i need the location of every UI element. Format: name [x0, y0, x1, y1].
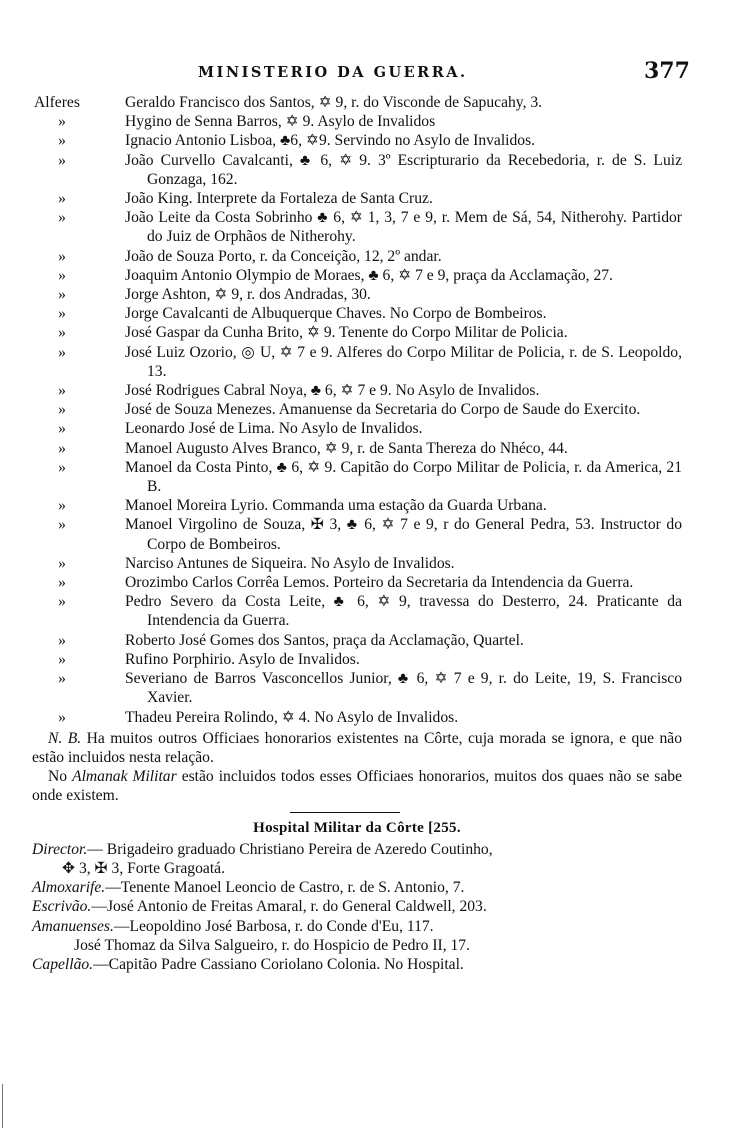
- officer-entry: [32, 151, 682, 189]
- notes: [32, 729, 682, 806]
- officer-text: Roberto José Gomes dos Santos, praça da Acclamação, Quartel.: [125, 631, 524, 649]
- officer-text: José Luiz Ozorio, ◎ U, ✡ 7 e 9. Alferes do Corpo Militar de Policia, r. de S. Leopoldo, 13.: [125, 343, 682, 380]
- officer-text: Jorge Cavalcanti de Albuquerque Chaves. No Corpo de Bombeiros.: [125, 305, 547, 323]
- amanuense-second: José Thomaz da Silva Salgueiro, r. do Hospicio de Pedro II, 17.: [74, 936, 470, 954]
- officer-entry: [32, 189, 682, 208]
- officer-entry: [32, 439, 682, 458]
- officer-text: Joaquim Antonio Olympio de Moraes, ♣ 6, ✡ 7 e 9, praça da Acclamação, 27.: [125, 266, 613, 284]
- officer-entry: [32, 515, 682, 553]
- almoxarife-line: [32, 878, 682, 897]
- almoxarife-text: —Tenente Manoel Leoncio de Castro, r. de S. Antonio, 7.: [105, 879, 465, 897]
- officer-list: [32, 93, 682, 727]
- almoxarife-label: Almoxarife.: [32, 879, 106, 897]
- almanak-pre: No: [48, 768, 68, 786]
- rank-label: »: [58, 132, 66, 150]
- officer-entry: [32, 669, 682, 707]
- officer-text: Leonardo José de Lima. No Asylo de Invalidos.: [125, 420, 423, 438]
- director-line: [32, 840, 682, 859]
- rank-label: »: [58, 247, 66, 265]
- rank-label: »: [58, 458, 66, 476]
- rank-label: »: [58, 670, 66, 688]
- officer-entry: [32, 247, 682, 266]
- officer-text: Manoel da Costa Pinto, ♣ 6, ✡ 9. Capitão do Corpo Militar de Policia, r. da America, 21 B.: [125, 458, 682, 496]
- page-body: [32, 93, 682, 974]
- rank-label: »: [58, 554, 66, 572]
- officer-text: José Gaspar da Cunha Brito, ✡ 9. Tenente do Corpo Militar de Policia.: [125, 324, 568, 342]
- officer-text: Severiano de Barros Vasconcellos Junior, ♣ 6, ✡ 7 e 9, r. do Leite, 19, S. Francisco Xavier.: [125, 670, 682, 707]
- escrivao-text: —José Antonio de Freitas Amaral, r. do General Caldwell, 203.: [91, 898, 487, 916]
- officer-entry: [32, 400, 682, 419]
- rank-label: »: [58, 708, 66, 726]
- officer-entry: [32, 112, 682, 131]
- officer-text: Pedro Severo da Costa Leite, ♣ 6, ✡ 9, travessa do Desterro, 24. Praticante da Intendencia da Guerra.: [125, 593, 682, 630]
- rank-label: »: [58, 324, 66, 342]
- almanak-paragraph: [32, 767, 682, 805]
- officer-text: João de Souza Porto, r. da Conceição, 12, 2º andar.: [125, 247, 442, 265]
- officer-text: José Rodrigues Cabral Noya, ♣ 6, ✡ 7 e 9. No Asylo de Invalidos.: [125, 382, 540, 400]
- officer-text: Ignacio Antonio Lisboa, ♣6, ✡9. Servindo no Asylo de Invalidos.: [125, 132, 536, 150]
- officer-entry: [32, 323, 682, 342]
- officer-text: Rufino Porphirio. Asylo de Invalidos.: [125, 650, 360, 668]
- officer-entry: [32, 496, 682, 515]
- rank-label: »: [58, 190, 66, 208]
- officer-text: Manoel Virgolino de Souza, ✠ 3, ♣ 6, ✡ 7 e 9, r do General Pedra, 53. Instructor do Corpo de Bombeiros.: [125, 516, 682, 553]
- rank-label: »: [58, 113, 66, 131]
- officer-text: José de Souza Menezes. Amanuense da Secretaria do Corpo de Saude do Exercito.: [125, 401, 641, 419]
- rank-label: »: [58, 593, 66, 611]
- officer-text: João Curvello Cavalcanti, ♣ 6, ✡ 9. 3º Escripturario da Recebedoria, r. de S. Luiz Gonzaga, 162.: [125, 151, 682, 188]
- page-header: [0, 58, 747, 88]
- rank-label: »: [58, 266, 66, 284]
- scan-edge-mark: [2, 1084, 3, 1128]
- officer-text: Manoel Augusto Alves Branco, ✡ 9, r. de Santa Thereza do Nhéco, 44.: [125, 439, 568, 457]
- nb-label: N. B.: [48, 729, 82, 747]
- director-text: — Brigadeiro graduado Christiano Pereira de Azeredo Coutinho,: [87, 840, 493, 858]
- officer-entry: [32, 304, 682, 323]
- running-head: MINISTERIO DA GUERRA.: [198, 64, 468, 81]
- officer-entry: [32, 419, 682, 438]
- officer-text: Manoel Moreira Lyrio. Commanda uma estação da Guarda Urbana.: [125, 497, 547, 515]
- director-label: Director.: [32, 840, 88, 858]
- capellao-label: Capellão.: [32, 955, 94, 973]
- rank-label: »: [58, 516, 66, 534]
- rank-label: »: [58, 631, 66, 649]
- officer-entry: [32, 381, 682, 400]
- officer-entry: [32, 573, 682, 592]
- capellao-text: —Capitão Padre Cassiano Coriolano Colonia. No Hospital.: [93, 955, 464, 973]
- officer-entry: [32, 631, 682, 650]
- officer-text: Geraldo Francisco dos Santos, ✡ 9, r. do Visconde de Sapucahy, 3.: [125, 94, 543, 111]
- capellao-line: [32, 955, 682, 974]
- officer-text: Orozimbo Carlos Corrêa Lemos. Porteiro da Secretaria da Intendencia da Guerra.: [125, 574, 634, 592]
- rank-label: Alferes: [34, 94, 80, 111]
- amanuenses-label: Amanuenses.: [32, 917, 114, 935]
- officer-entry: [32, 592, 682, 630]
- rank-label: »: [58, 497, 66, 515]
- officer-text: Jorge Ashton, ✡ 9, r. dos Andradas, 30.: [125, 286, 371, 304]
- officer-entry: [32, 554, 682, 573]
- officer-text: Hygino de Senna Barros, ✡ 9. Asylo de Invalidos: [125, 113, 436, 131]
- officer-text: Narciso Antunes de Siqueira. No Asylo de Invalidos.: [125, 554, 455, 572]
- rank-label: »: [58, 439, 66, 457]
- rank-label: »: [58, 343, 66, 361]
- officer-text: João King. Interprete da Fortaleza de Santa Cruz.: [125, 190, 433, 208]
- officer-entry: [32, 343, 682, 381]
- officer-text: João Leite da Costa Sobrinho ♣ 6, ✡ 1, 3, 7 e 9, r. Mem de Sá, 54, Nitherohy. Partidor do Juiz de Orphãos de Nitherohy.: [125, 209, 682, 246]
- page-number: 377: [644, 58, 690, 84]
- officer-entry: [32, 285, 682, 304]
- rank-label: »: [58, 650, 66, 668]
- escrivao-label: Escrivão.: [32, 898, 92, 916]
- rank-label: »: [58, 382, 66, 400]
- nb-paragraph: [32, 729, 682, 767]
- officer-entry: [32, 208, 682, 246]
- almanak-title: Almanak Militar: [72, 768, 177, 786]
- rank-label: »: [58, 574, 66, 592]
- rank-label: »: [58, 305, 66, 323]
- rank-label: »: [58, 209, 66, 227]
- officer-entry: [32, 131, 682, 150]
- officer-entry: [32, 93, 682, 112]
- officer-text: Thadeu Pereira Rolindo, ✡ 4. No Asylo de Invalidos.: [125, 708, 459, 726]
- section-divider: [290, 812, 400, 813]
- escrivao-line: [32, 897, 682, 916]
- rank-label: »: [58, 401, 66, 419]
- hospital-title: Hospital Militar da Côrte [255.: [253, 819, 461, 836]
- nb-text: Ha muitos outros Officiaes honorarios existentes na Côrte, cuja morada se ignora, e que não estão incluidos nesta relação.: [32, 729, 682, 766]
- director-continuation: ✥ 3, ✠ 3, Forte Gragoatá.: [62, 859, 225, 877]
- amanuenses-line: [32, 917, 682, 936]
- officer-entry: [32, 708, 682, 727]
- almanak-post: estão incluidos todos esses Officiaes honorarios, muitos dos quaes não se sabe onde existem.: [32, 768, 682, 805]
- rank-label: »: [58, 286, 66, 304]
- officer-entry: [32, 266, 682, 285]
- rank-label: »: [58, 151, 66, 169]
- rank-label: »: [58, 420, 66, 438]
- amanuenses-text: —Leopoldino José Barbosa, r. do Conde d'Eu, 117.: [113, 917, 434, 935]
- officer-entry: [32, 650, 682, 669]
- officer-entry: [32, 458, 682, 496]
